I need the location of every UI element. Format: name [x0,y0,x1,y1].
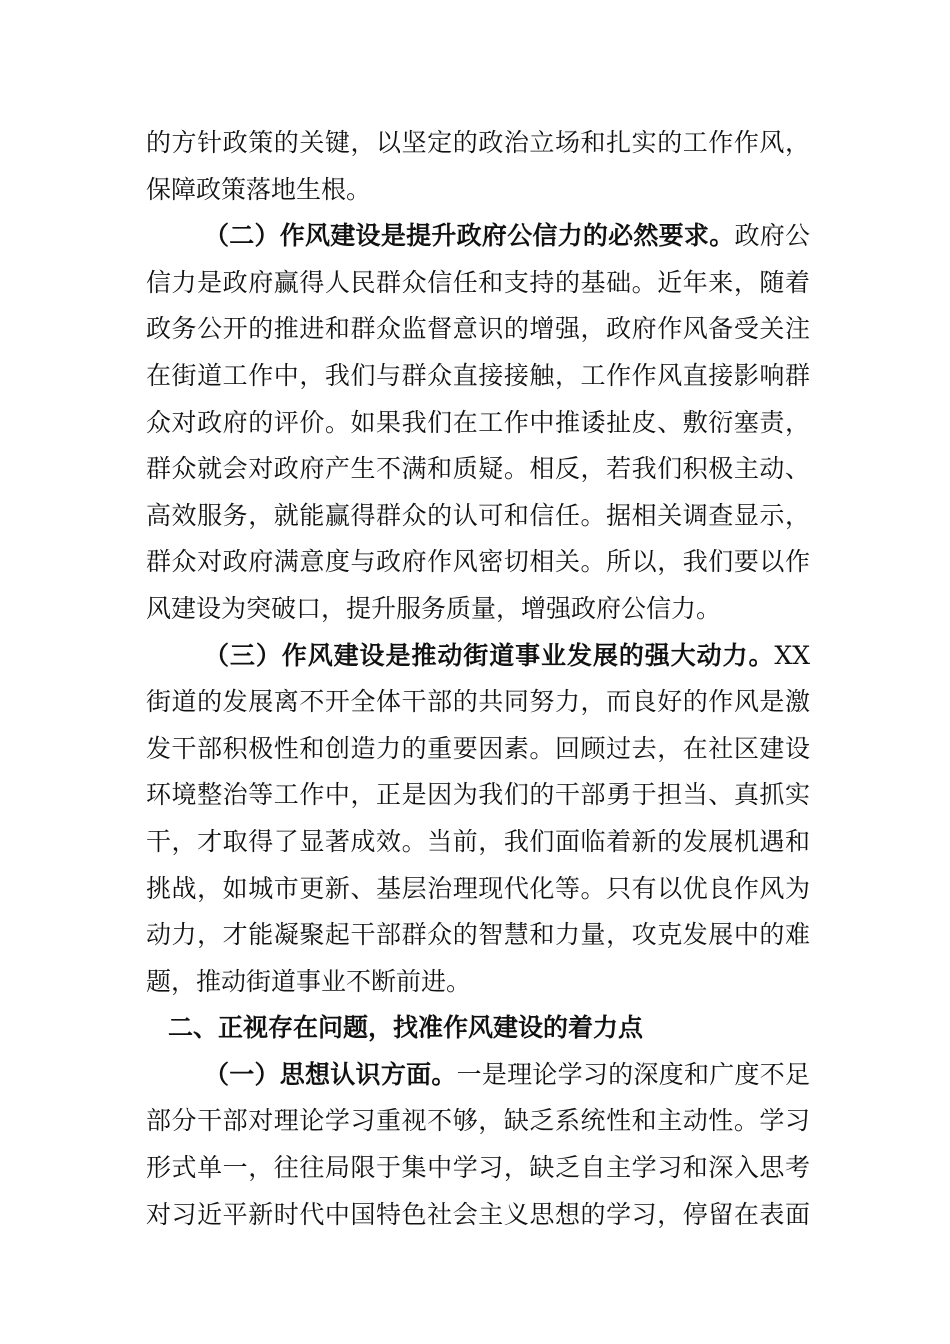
body-line: 保障政策落地生根。 [146,174,372,204]
paragraph-start-line [146,1052,810,1099]
paragraph-rest: 政府公 [734,221,810,251]
paragraph-lead: （一）思想认识方面。 [204,1059,457,1089]
document-body [146,120,810,1238]
body-line: 政务公开的推进和群众监督意识的增强，政府作风备受关注 [146,314,810,344]
body-line: 题，推动街道事业不断前进。 [146,966,472,996]
body-line: 发干部积极性和创造力的重要因素。回顾过去，在社区建设 [146,733,810,763]
body-line: 干，才取得了显著成效。当前，我们面临着新的发展机遇和 [146,826,810,856]
paragraph-lead: （三）作风建设是推动街道事业发展的强大动力。 [204,640,775,670]
body-line: 动力，才能凝聚起干部群众的智慧和力量，攻克发展中的难 [146,920,810,950]
paragraph-rest: XX [774,640,810,670]
paragraph-start-line [146,633,810,680]
body-line: 形式单一，往往局限于集中学习，缺乏自主学习和深入思考 [146,1153,810,1183]
body-line: 在街道工作中，我们与群众直接接触，工作作风直接影响群 [146,360,810,390]
section-heading: 二、正视存在问题，找准作风建设的着力点 [168,1013,644,1043]
body-line: 群众就会对政府产生不满和质疑。相反，若我们积极主动、 [146,454,810,484]
body-line: 部分干部对理论学习重视不够，缺乏系统性和主动性。学习 [146,1106,810,1136]
paragraph-lead: （二）作风建设是提升政府公信力的必然要求。 [204,221,735,251]
body-line: 挑战，如城市更新、基层治理现代化等。只有以优良作风为 [146,873,810,903]
body-line: 街道的发展离不开全体干部的共同努力，而良好的作风是激 [146,687,810,717]
body-line: 风建设为突破口，提升服务质量，增强政府公信力。 [146,593,722,623]
body-line: 对习近平新时代中国特色社会主义思想的学习，停留在表面 [146,1199,810,1229]
body-line: 信力是政府赢得人民群众信任和支持的基础。近年来，随着 [146,267,810,297]
body-line: 群众对政府满意度与政府作风密切相关。所以，我们要以作 [146,547,810,577]
paragraph-rest: 一是理论学习的深度和广度不足 [456,1059,810,1089]
body-line: 众对政府的评价。如果我们在工作中推诿扯皮、敷衍塞责， [146,407,810,437]
body-line: 的方针政策的关键，以坚定的政治立场和扎实的工作作风， [146,128,810,157]
body-line: 高效服务，就能赢得群众的认可和信任。据相关调查显示， [146,500,810,530]
paragraph-start-line [146,213,810,260]
body-line: 环境整治等工作中，正是因为我们的干部勇于担当、真抓实 [146,780,810,810]
